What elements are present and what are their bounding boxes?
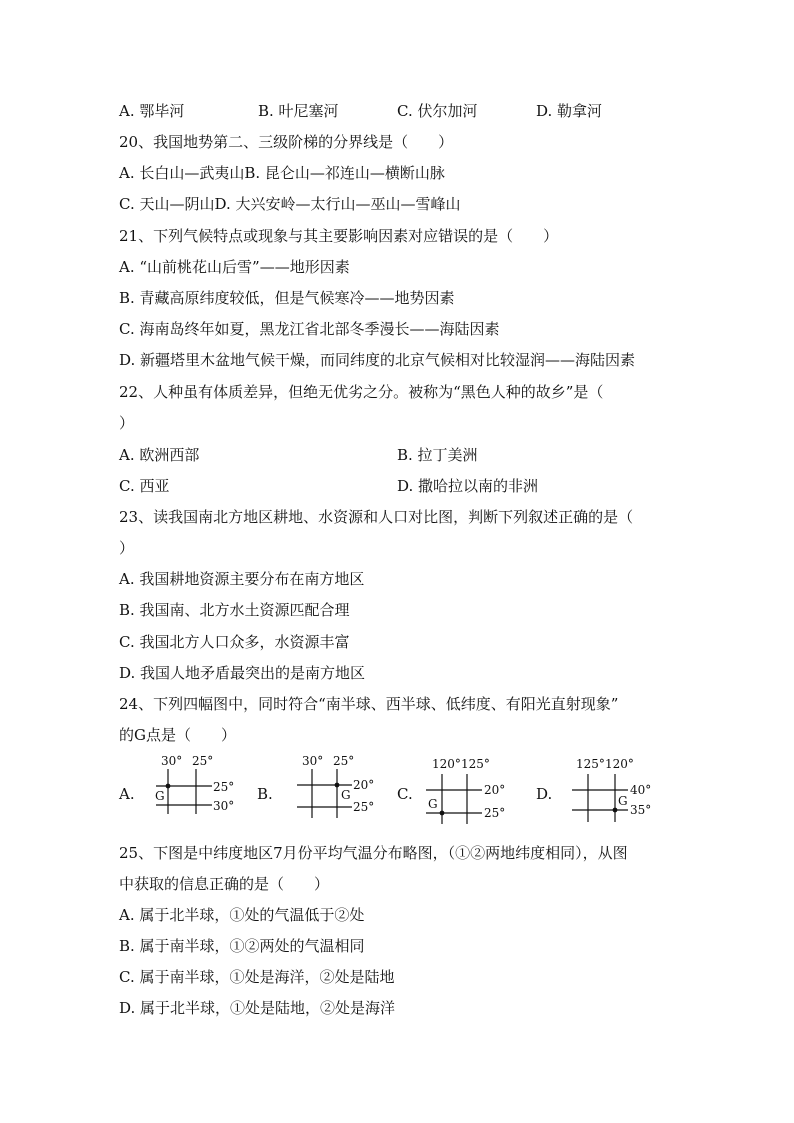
q23-option-a: A. 我国耕地资源主要分布在南方地区	[119, 570, 365, 588]
q24-c-point-dot	[440, 811, 445, 816]
q22-stem-cont: ）	[119, 414, 135, 432]
q24-diagram-b	[290, 752, 390, 824]
q24-b-top-right: 25°	[333, 754, 355, 768]
q25-option-c: C. 属于南半球，①处是海洋，②处是陆地	[119, 968, 395, 986]
q20-options-ab: A. 长白山—武夷山B. 昆仑山—祁连山—横断山脉	[119, 164, 445, 182]
q24-diagram-a	[148, 752, 248, 824]
q25-stem-cont: 中获取的信息正确的是（ ）	[119, 875, 330, 893]
q25-stem: 25、下图是中纬度地区7月份平均气温分布略图，（①②两地纬度相同），从图	[119, 844, 628, 862]
q25-option-d: D. 属于北半球，①处是陆地，②处是海洋	[119, 999, 396, 1017]
q22-option-c: C. 西亚	[119, 477, 170, 495]
q24-c-top-right: 125°	[461, 757, 490, 771]
q21-option-b: B. 青藏高原纬度较低，但是气候寒冷——地势因素	[119, 289, 455, 307]
q19-option-b: B. 叶尼塞河	[258, 102, 339, 120]
q24-b-point-dot	[335, 783, 340, 788]
q24-b-right-upper: 20°	[353, 778, 375, 792]
q24-diagram-d-label: D.	[536, 785, 553, 803]
q22-option-a: A. 欧洲西部	[119, 446, 200, 464]
q24-stem-cont: 的G点是（ ）	[119, 726, 236, 744]
q24-b-top-left: 30°	[302, 754, 324, 768]
q24-c-point-label: G	[428, 797, 438, 811]
q24-a-point-label: G	[155, 789, 165, 803]
q24-diagram-c-label: C.	[397, 785, 413, 803]
q24-a-top-left: 30°	[161, 754, 183, 768]
q24-a-right-lower: 30°	[213, 799, 235, 813]
q19-option-d: D. 勒拿河	[536, 102, 603, 120]
q24-a-point-dot	[166, 784, 171, 789]
q25-option-a: A. 属于北半球，①处的气温低于②处	[119, 906, 365, 924]
q24-a-top-right: 25°	[192, 754, 214, 768]
q21-stem: 21、下列气候特点或现象与其主要影响因素对应错误的是（ ）	[119, 227, 559, 245]
q24-diagram-a-label: A.	[119, 785, 135, 803]
q24-d-top-right: 120°	[605, 757, 634, 771]
q19-option-a: A. 鄂毕河	[119, 102, 185, 120]
q21-option-d: D. 新疆塔里木盆地气候干燥，而同纬度的北京气候相对比较湿润——海陆因素	[119, 351, 636, 369]
q25-option-b: B. 属于南半球，①②两处的气温相同	[119, 937, 365, 955]
q24-b-right-lower: 25°	[353, 800, 375, 814]
q22-option-b: B. 拉丁美洲	[397, 446, 478, 464]
q23-option-b: B. 我国南、北方水土资源匹配合理	[119, 601, 350, 619]
q21-option-c: C. 海南岛终年如夏，黑龙江省北部冬季漫长——海陆因素	[119, 320, 500, 338]
q24-stem: 24、下列四幅图中，同时符合“南半球、西半球、低纬度、有阳光直射现象”	[119, 695, 619, 713]
q24-diagram-b-label: B.	[257, 785, 273, 803]
q22-stem: 22、人种虽有体质差异，但绝无优劣之分。被称为“黑色人种的故乡”是（	[119, 383, 604, 401]
q24-diagram-c	[420, 752, 530, 824]
q24-d-top-left: 125°	[576, 757, 605, 771]
q24-d-right-lower: 35°	[630, 803, 652, 817]
q24-c-right-upper: 20°	[484, 783, 506, 797]
q23-stem-cont: ）	[119, 539, 135, 557]
q24-c-right-lower: 25°	[484, 806, 506, 820]
q24-diagram-d	[568, 752, 678, 824]
q24-d-point-label: G	[618, 794, 628, 808]
q23-stem: 23、读我国南北方地区耕地、水资源和人口对比图，判断下列叙述正确的是（	[119, 508, 634, 526]
q24-d-right-upper: 40°	[630, 783, 652, 797]
q19-option-c: C. 伏尔加河	[397, 102, 478, 120]
q20-options-cd: C. 天山—阴山D. 大兴安岭—太行山—巫山—雪峰山	[119, 195, 461, 213]
q24-a-right-upper: 25°	[213, 780, 235, 794]
q21-option-a: A. “山前桃花山后雪”——地形因素	[119, 258, 350, 276]
q23-option-d: D. 我国人地矛盾最突出的是南方地区	[119, 664, 366, 682]
q20-stem: 20、我国地势第二、三级阶梯的分界线是（ ）	[119, 133, 454, 151]
q24-b-point-label: G	[341, 788, 351, 802]
q23-option-c: C. 我国北方人口众多，水资源丰富	[119, 633, 350, 651]
q24-d-point-dot	[613, 808, 618, 813]
q24-c-top-left: 120°	[432, 757, 461, 771]
q22-option-d: D. 撒哈拉以南的非洲	[397, 477, 539, 495]
